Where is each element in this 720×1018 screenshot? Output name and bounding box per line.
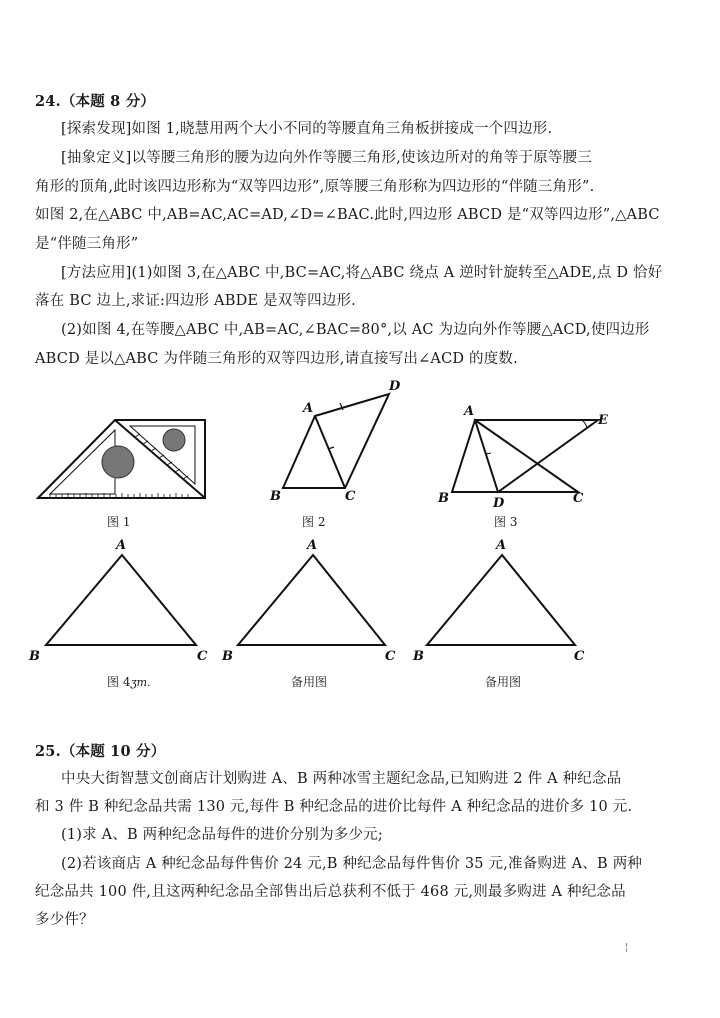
q24-line-9: ABCD 是以△ABC 为伴随三角形的双等四边形,请直接写出∠ACD 的度数.: [35, 351, 518, 367]
figure-1-set-squares: [30, 410, 210, 505]
q25-line-1: 中央大街智慧文创商店计划购进 A、B 两种冰雪主题纪念品,已知购进 2 件 A 种纪念品: [61, 771, 622, 787]
figure-2-double-isosceles: [265, 378, 405, 503]
figure-4-triangle: [25, 535, 215, 665]
q25-line-3: (1)求 A、B 两种纪念品每件的进价分别为多少元;: [61, 827, 383, 843]
q25-line-6: 多少件？: [35, 912, 94, 928]
q24-line-5: 是“伴随三角形”: [35, 236, 139, 252]
q24-line-1: [探索发现]如图 1,晓慧用两个大小不同的等腰直角三角板拼接成一个四边形.: [61, 121, 553, 137]
handwritten-mark: ʒm.: [130, 676, 151, 689]
q24-line-8: (2)如图 4,在等腰△ABC 中,AB=AC,∠BAC=80°,以 AC 为边向外作等腰△ACD,使四边形: [61, 322, 650, 338]
fig3-label-b: B: [438, 491, 449, 506]
fig2-label-c: C: [345, 489, 356, 504]
fig3-label-a: A: [464, 404, 475, 419]
spare1-label-b: B: [222, 649, 233, 664]
spare2-label-a: A: [496, 538, 507, 553]
fig4-label-a: A: [116, 538, 127, 553]
q24-line-6: [方法应用](1)如图 3,在△ABC 中,BC=AC,将△ABC 绕点 A 逆时针旋转至△ADE,点 D 恰好: [61, 265, 663, 281]
q25-line-5: 纪念品共 100 件,且这两种纪念品全部售出后总获利不低于 468 元,则最多购进 A 种纪念品: [35, 884, 626, 900]
fig3-label-e: E: [598, 413, 608, 428]
q24-line-2: [抽象定义]以等腰三角形的腰为边向外作等腰三角形,使该边所对的角等于原等腰三: [61, 150, 593, 166]
spare-figure-1-caption: 备用图: [291, 675, 328, 689]
fig3-label-d: D: [493, 496, 505, 511]
spare2-label-b: B: [413, 649, 424, 664]
q25-line-2: 和 3 件 B 种纪念品共需 130 元,每件 B 种纪念品的进价比每件 A 种纪念品的进价多 10 元.: [35, 799, 633, 815]
figure-3-caption: 图 3: [494, 515, 518, 529]
spare1-label-a: A: [307, 538, 318, 553]
spare-figure-1-triangle: [218, 535, 408, 665]
figure-4-caption: [107, 673, 151, 690]
q25-header: 25.（本题 10 分）: [35, 743, 166, 760]
fig3-label-c: C: [573, 491, 584, 506]
scan-edge-mark: ¦: [625, 942, 629, 953]
figure-1-caption: 图 1: [107, 515, 131, 529]
fig2-label-a: A: [303, 401, 314, 416]
q24-line-7: 落在 BC 边上,求证:四边形 ABDE 是双等四边形.: [35, 293, 356, 309]
figure-3-rotation: [430, 398, 620, 510]
q24-line-4: 如图 2,在△ABC 中,AB=AC,AC=AD,∠D=∠BAC.此时,四边形 ABCD 是“双等四边形”,△ABC: [35, 207, 660, 223]
q24-line-3: 角形的顶角,此时该四边形称为“双等四边形”,原等腰三角形称为四边形的“伴随三角形”.: [35, 179, 595, 195]
spare2-label-c: C: [574, 649, 585, 664]
q24-header: 24.（本题 8 分）: [35, 93, 156, 110]
fig2-label-b: B: [270, 489, 281, 504]
spare-figure-2-caption: 备用图: [485, 675, 522, 689]
spare-figure-2-triangle: [411, 535, 601, 665]
fig2-label-d: D: [389, 379, 401, 394]
figure-2-caption: 图 2: [302, 515, 326, 529]
q25-line-4: (2)若该商店 A 种纪念品每件售价 24 元,B 种纪念品每件售价 35 元,准备购进 A、B 两种: [61, 856, 643, 872]
fig4-label-b: B: [29, 649, 40, 664]
spare1-label-c: C: [385, 649, 396, 664]
fig4-label-c: C: [197, 649, 208, 664]
figure-4-caption-text: 图 4: [107, 675, 131, 689]
